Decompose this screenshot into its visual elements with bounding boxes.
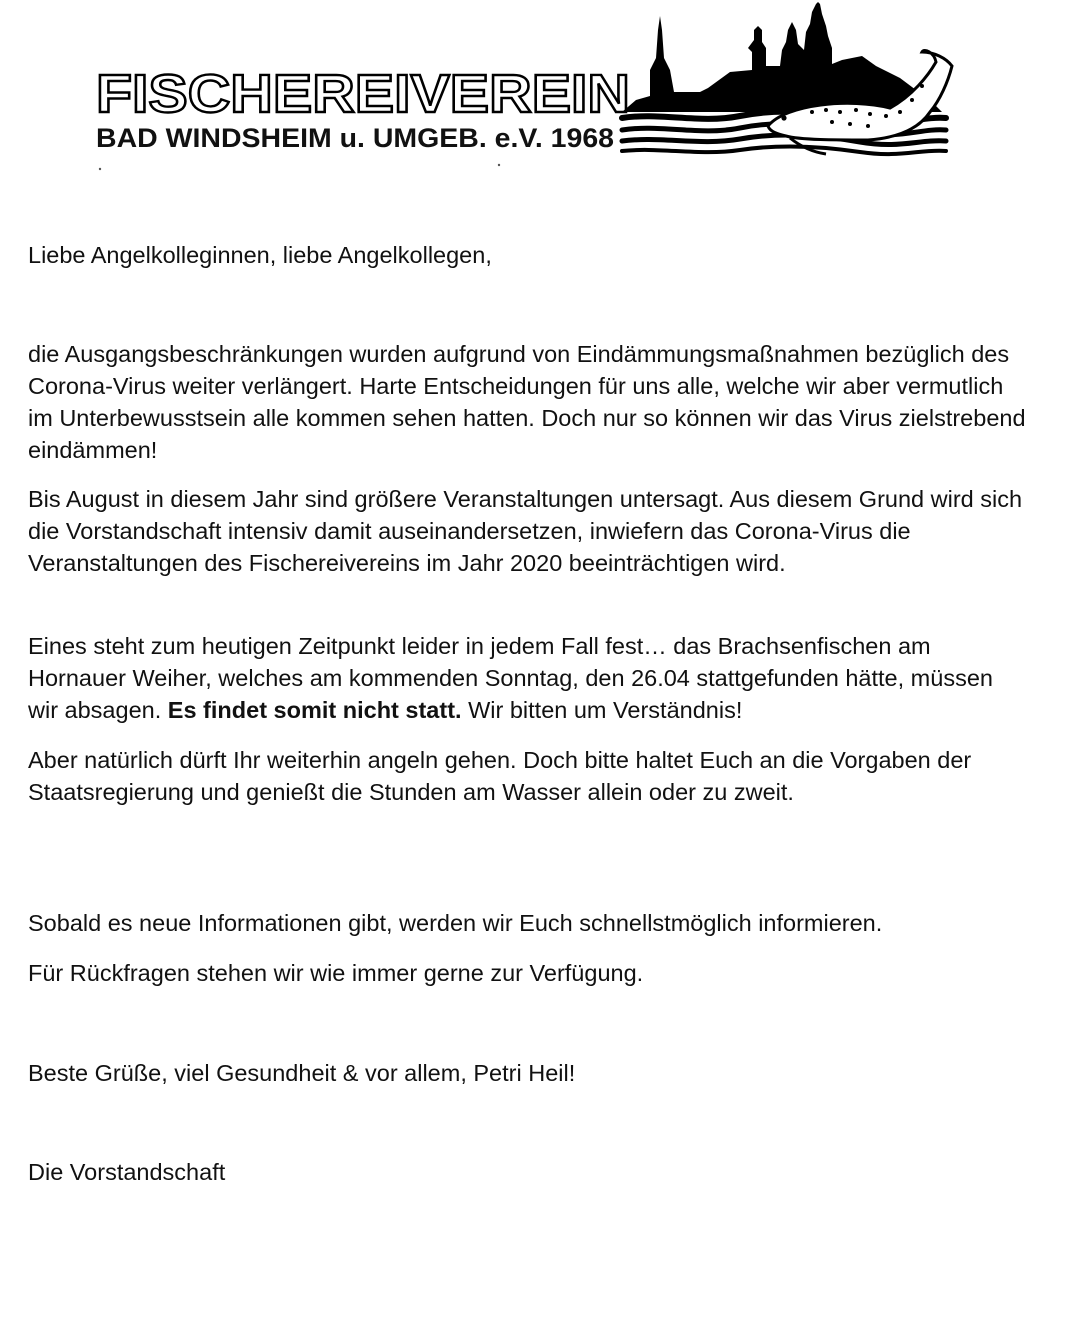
club-logo [0,0,1070,180]
paragraph-cancellation [28,630,1028,726]
paragraph-questions: Für Rückfragen stehen wir wie immer gerne zur Verfügung. [28,960,644,986]
logo-subtitle: BAD WINDSHEIM u. UMGEB. e.V. 1968 [96,123,614,153]
paragraph-information: Sobald es neue Informationen gibt, werden wir Euch schnellstmöglich informieren. [28,910,883,936]
greeting: Liebe Angelkolleginnen, liebe Angelkollegen, [28,242,492,268]
paragraph-restrictions: die Ausgangsbeschränkungen wurden aufgrund von Eindämmungsmaßnahmen bezüglich des Corona-Virus weiter verlängert. Harte Entscheidungen für uns alle, welche wir aber vermutlich im Unterbewusstsein alle kommen sehen hatten. Doch nur so können wir das Virus zielstrebend eindämmen! [28,341,1026,463]
cancellation-text-end: Wir bitten um Verständnis! [461,697,743,723]
closing-line: Beste Grüße, viel Gesundheit & vor allem, Petri Heil! [28,1060,576,1086]
paragraph-events: Bis August in diesem Jahr sind größere Veranstaltungen untersagt. Aus diesem Grund wird sich die Vorstandschaft intensiv damit auseinandersetzen, inwiefern das Corona-Virus die Veranstaltungen des Fischereivereins im Jahr 2020 beeinträchtigen wird. [28,486,1023,576]
cancellation-bold: Es findet somit nicht statt. [167,697,462,723]
logo-name: FISCHEREIVEREIN [96,64,630,124]
signature: Die Vorstandschaft [28,1159,226,1185]
cancellation-text-start: Eines steht zum heutigen Zeitpunkt leider in jedem Fall fest… das Brachsenfischen am Hornauer Weiher, welches am kommenden Sonntag, den 26.04 stattgefunden hätte, müssen wir absagen. [28,633,993,723]
skyline-icon [622,2,942,112]
paragraph-fishing-allowed: Aber natürlich dürft Ihr weiterhin angeln gehen. Doch bitte haltet Euch an die Vorgaben der Staatsregierung und genießt die Stunden am Wasser allein oder zu zweit. [28,747,972,805]
